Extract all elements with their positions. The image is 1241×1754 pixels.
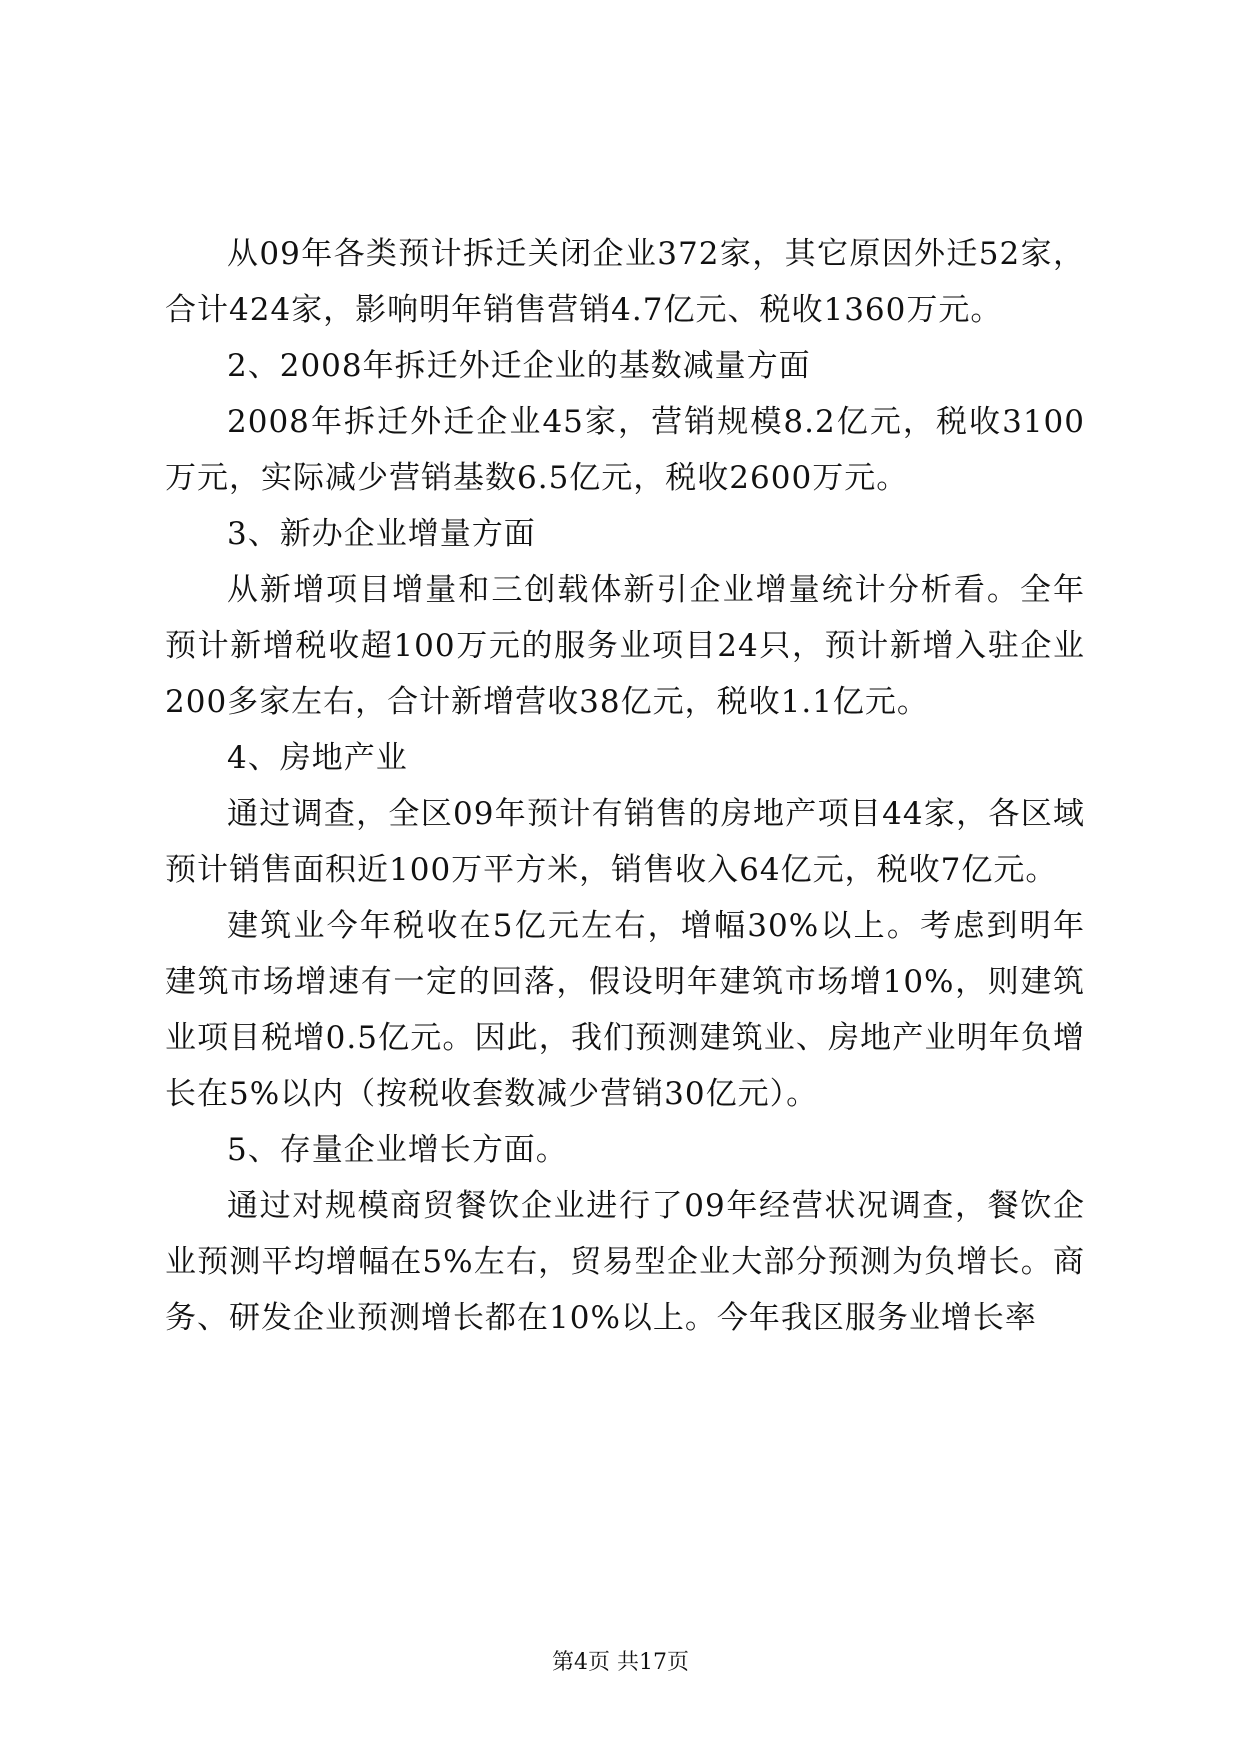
paragraph: 建筑业今年税收在5亿元左右，增幅30%以上。考虑到明年建筑市场增速有一定的回落，假设明年建筑市场增10%，则建筑业项目税增0.5亿元。因此，我们预测建筑业、房地产业明年负增长在5%以内（按税收套数减少营销30亿元）。 (165, 908, 1085, 1112)
section-heading-4: 4、房地产业 (227, 740, 408, 776)
paragraph: 2008年拆迁外迁企业45家，营销规模8.2亿元，税收3100万元，实际减少营销基数6.5亿元，税收2600万元。 (165, 404, 1085, 496)
document-body (165, 226, 1085, 1346)
paragraph: 从09年各类预计拆迁关闭企业372家，其它原因外迁52家，合计424家，影响明年销售营销4.7亿元、税收1360万元。 (165, 236, 1085, 328)
page-footer: 第4页 共17页 (552, 1650, 689, 1675)
section-heading-3: 3、新办企业增量方面 (227, 516, 536, 552)
paragraph: 通过调查，全区09年预计有销售的房地产项目44家，各区域预计销售面积近100万平方米，销售收入64亿元，税收7亿元。 (165, 796, 1085, 888)
section-heading-5: 5、存量企业增长方面。 (227, 1132, 568, 1168)
paragraph: 通过对规模商贸餐饮企业进行了09年经营状况调查，餐饮企业预测平均增幅在5%左右，贸易型企业大部分预测为负增长。商务、研发企业预测增长都在10%以上。今年我区服务业增长率 (165, 1188, 1085, 1336)
section-heading-2: 2、2008年拆迁外迁企业的基数减量方面 (227, 348, 811, 384)
paragraph: 从新增项目增量和三创载体新引企业增量统计分析看。全年预计新增税收超100万元的服务业项目24只，预计新增入驻企业200多家左右，合计新增营收38亿元，税收1.1亿元。 (165, 572, 1085, 720)
